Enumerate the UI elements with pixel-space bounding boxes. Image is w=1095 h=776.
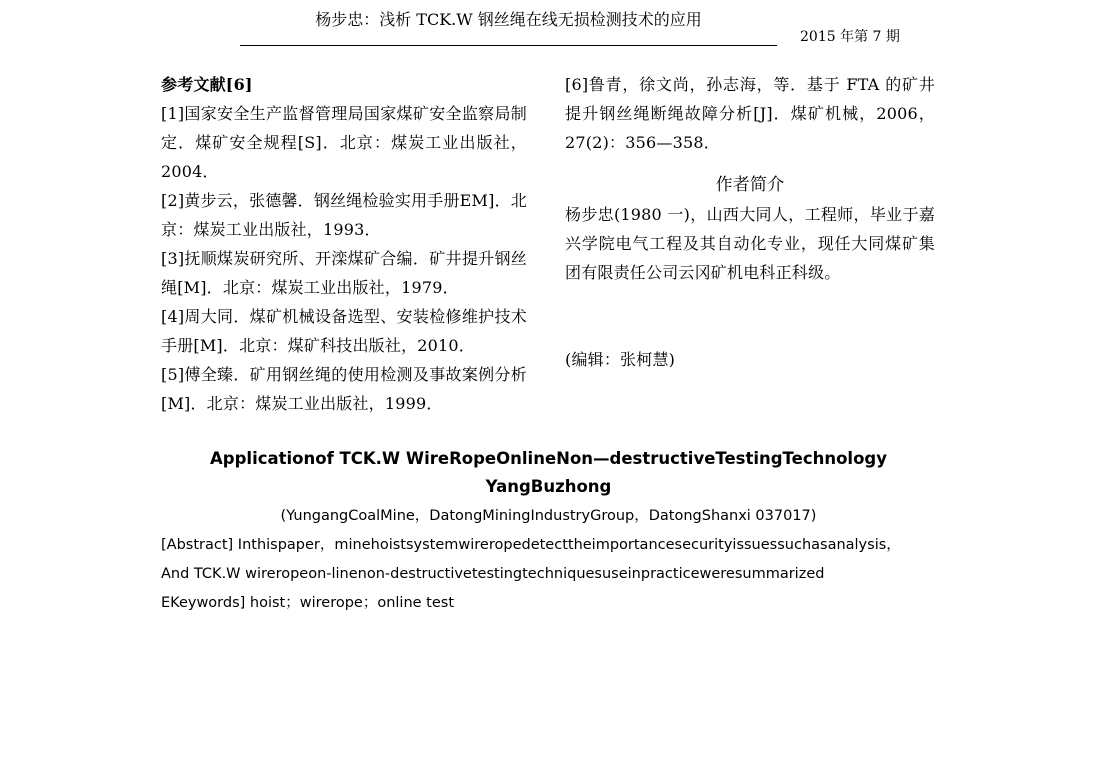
english-affiliation: (YungangCoalMine，DatongMiningIndustryGroup，DatongShanxi 037017) (280, 508, 817, 524)
reference-item: [1]国家安全生产监督管理局国家煤矿安全监察局制定．煤矿安全规程[S]．北京：煤炭工业出版社，2004． (161, 104, 527, 181)
english-title: Applicationof TCK.W WireRopeOnlineNon—destructiveTestingTechnology (210, 449, 887, 468)
english-abstract (161, 444, 936, 618)
running-title: 杨步忠：浅析 TCK.W 钢丝绳在线无损检测技术的应用 (315, 10, 702, 29)
reference-item: [6]鲁青，徐文尚，孙志海，等．基于 FTA 的矿井提升钢丝绳断绳故障分析[J]．煤矿机械，2006，27(2)：356—358． (565, 75, 935, 152)
references-column (161, 70, 527, 418)
right-column (565, 70, 935, 374)
header-rule (240, 45, 777, 46)
reference-item: [4]周大同．煤矿机械设备选型、安装检修维护技术手册[M]．北京：煤矿科技出版社，2010． (161, 307, 527, 355)
reference-item: [5]傅全臻．矿用钢丝绳的使用检测及事故案例分析[M]．北京：煤炭工业出版社，1999． (161, 365, 527, 413)
abstract-text: [Abstract] Inthispaper，minehoistsystemwireropedetecttheimportancesecurityissuessuchasanalysis， (161, 537, 901, 553)
english-author: YangBuzhong (485, 477, 612, 496)
author-bio-text: 杨步忠(1980 一)，山西大同人，工程师，毕业于嘉兴学院电气工程及其自动化专业，现任大同煤矿集团有限责任公司云冈矿机电科正科级。 (565, 205, 935, 282)
references-heading: 参考文献[6] (161, 75, 253, 94)
reference-item: [3]抚顺煤炭研究所、开滦煤矿合编．矿井提升钢丝绳[M]．北京：煤炭工业出版社，1979． (161, 249, 527, 297)
reference-item: [2]黄步云，张德馨．钢丝绳检验实用手册EM]．北京：煤炭工业出版社，1993． (161, 191, 527, 239)
editor-credit: (编辑：张柯慧) (565, 350, 676, 369)
issue-label: 2015 年第 7 期 (800, 29, 900, 45)
keywords-text: EKeywords] hoist；wirerope；online test (161, 595, 455, 611)
author-bio-heading: 作者简介 (715, 175, 785, 195)
abstract-text: And TCK.W wireropeon-linenon-destructivetestingtechniquesuseinpracticeweresummarized (161, 566, 825, 582)
